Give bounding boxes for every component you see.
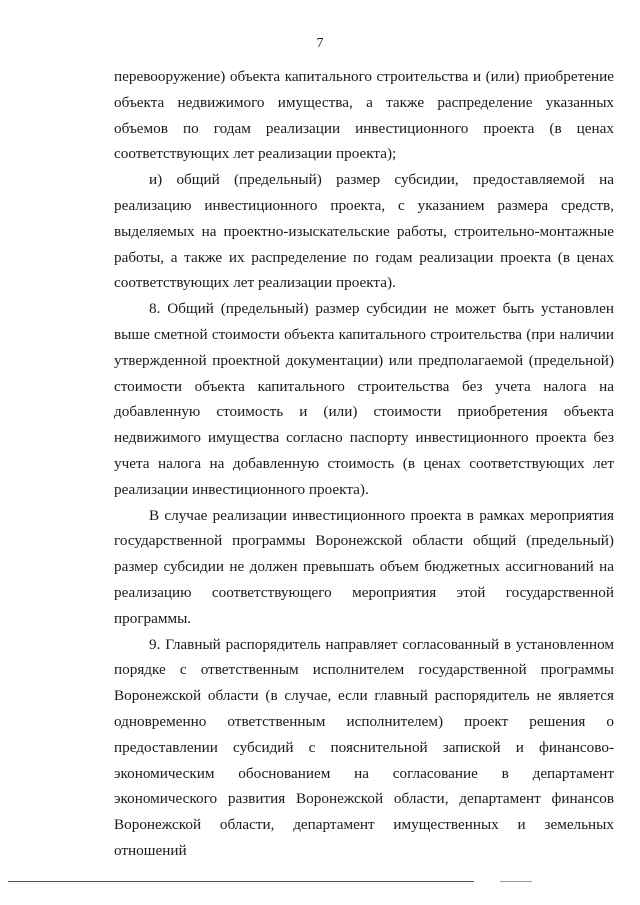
page-number: 7	[316, 36, 324, 51]
paragraph-item-i: и) общий (предельный) размер субсидии, предоставляемой на реализацию инвестиционного проекта, с указанием размера средств, выделяемых на проектно-изыскательские работы, строительно-монтажные работы, а также их распределение по годам реализации проекта (в ценах соответствующих лет реализации проекта).	[114, 171, 614, 292]
document-body	[114, 64, 614, 864]
page-bottom-rule	[8, 881, 474, 882]
paragraph-continuation: перевооружение) объекта капитального строительства и (или) приобретение объекта недвижимого имущества, а также распределение указанных объемов по годам реализации инвестиционного проекта (в ценах соответствующих лет реализации проекта);	[114, 68, 614, 163]
paragraph-9: 9. Главный распорядитель направляет согласованный в установленном порядке с ответственным исполнителем государственной программы Воронежской области (в случае, если главный распорядитель не является одновременно ответственным исполнителем) проект решения о предоставлении субсидий с пояснительной запиской и финансово-экономическим обоснованием на согласование в департамент экономического развития Воронежской области, департамент финансов Воронежской области, департамент имущественных и земельных отношений	[114, 635, 614, 859]
page-bottom-rule-short	[500, 881, 532, 882]
paragraph-8: 8. Общий (предельный) размер субсидии не может быть установлен выше сметной стоимости объекта капитального строительства (при наличии утвержденной проектной документации) или предполагаемой (предельной) стоимости объекта капитального строительства без учета налога на добавленную стоимость и (или) стоимости приобретения объекта недвижимого имущества согласно паспорту инвестиционного проекта без учета налога на добавленную стоимость (в ценах соответствующих лет реализации инвестиционного проекта).	[114, 300, 614, 498]
paragraph-8-case: В случае реализации инвестиционного проекта в рамках мероприятия государственной программы Воронежской области общий (предельный) размер субсидии не должен превышать объем бюджетных ассигнований на реализацию соответствующего мероприятия этой государственной программы.	[114, 506, 614, 627]
